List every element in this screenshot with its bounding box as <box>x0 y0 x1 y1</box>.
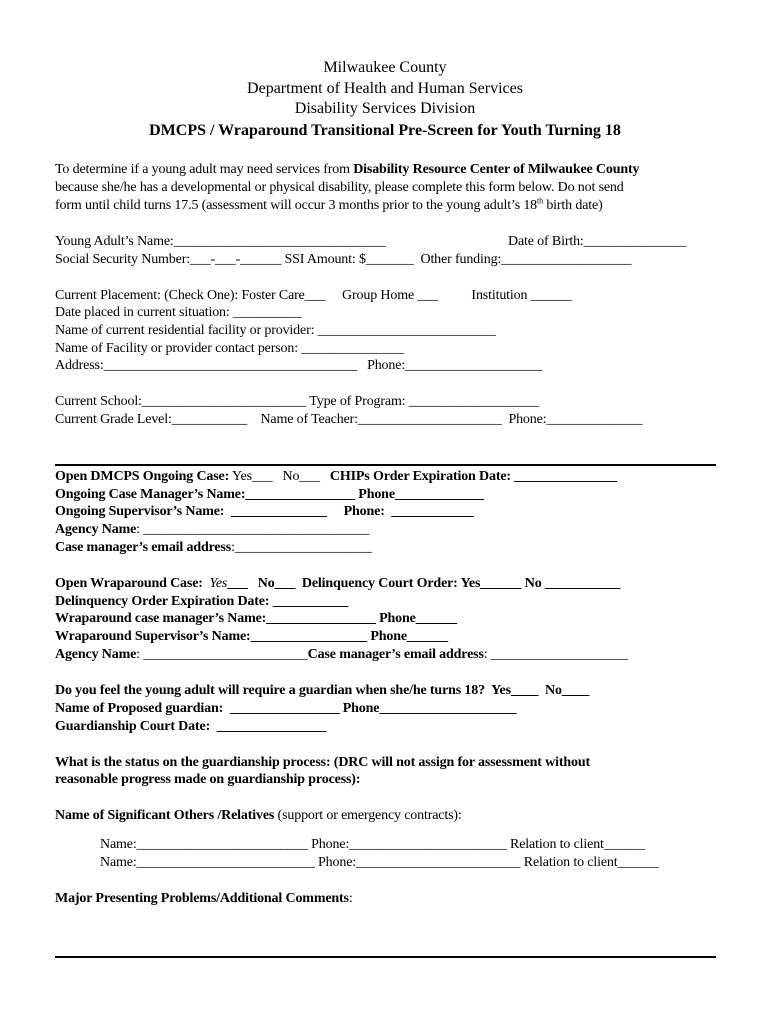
header-division: Disability Services Division <box>294 100 476 117</box>
section-divider <box>55 464 716 466</box>
young-adult-name-field[interactable]: Young Adult’s Name:_______________________________ <box>55 234 386 249</box>
ssn-ssi-funding-field[interactable]: Social Security Number:___-___-______ SSI Amount: $_______ Other funding:___________________ <box>55 252 632 267</box>
current-placement-field[interactable]: Current Placement: (Check One): Foster Care___ Group Home ___ Institution ______ <box>55 288 572 303</box>
wrap-agency-email-field[interactable] <box>55 646 628 664</box>
date-placed-field[interactable]: Date placed in current situation: __________ <box>55 305 302 320</box>
dmcps-label: Open DMCPS Ongoing Case: <box>55 469 230 484</box>
agency-blank[interactable]: : ________________________ <box>136 647 308 662</box>
agency-blank[interactable]: : _________________________________ <box>136 522 370 537</box>
grade-teacher-field[interactable]: Current Grade Level:___________ Name of Teacher:_____________________ Phone:______________ <box>55 412 643 427</box>
guardianship-status-question: What is the status on the guardianship process: (DRC will not assign for assessment without <box>55 755 591 770</box>
wrap-no-delinquency[interactable]: ___ No___ Delinquency Court Order: Yes______ No ___________ <box>227 576 621 591</box>
form-title: DMCPS / Wraparound Transitional Pre-Screen for Youth Turning 18 <box>149 122 621 139</box>
dmcps-email-field[interactable] <box>55 539 372 557</box>
address-phone-field[interactable]: Address:_____________________________________ Phone:____________________ <box>55 358 543 373</box>
wraparound-open-case-field[interactable] <box>55 575 620 593</box>
relative-row-2[interactable]: Name:__________________________ Phone:________________________ Relation to client______ <box>100 855 659 870</box>
significant-others-label: Name of Significant Others /Relatives <box>55 808 275 823</box>
wrap-label: Open Wraparound Case: <box>55 576 210 591</box>
guardian-question-field[interactable]: Do you feel the young adult will require a guardian when she/he turns 18? Yes____ No____ <box>55 683 590 698</box>
agency-label: Agency Name <box>55 522 137 537</box>
guardianship-date-field[interactable]: Guardianship Court Date: ________________ <box>55 719 327 734</box>
email-label: Case manager’s email address <box>55 540 232 555</box>
intro-line-3 <box>55 197 603 215</box>
current-school-field[interactable]: Current School:________________________ Type of Program: ___________________ <box>55 394 539 409</box>
significant-others-note: (support or emergency contracts): <box>274 808 462 823</box>
chips-expiration-field[interactable]: CHIPs Order Expiration Date: _______________ <box>329 469 618 484</box>
intro-text: To determine if a young adult may need services from <box>55 162 354 177</box>
dmcps-open-case-field[interactable] <box>55 468 617 486</box>
dmcps-yes-no[interactable]: Yes___ No___ <box>229 469 330 484</box>
comments-colon: : <box>348 891 353 906</box>
intro-line-2: because she/he has a developmental or physical disability, please complete this form below. Do not send <box>55 180 624 195</box>
intro-text: form until child turns 17.5 (assessment will occur 3 months prior to the young adult’s 18 <box>55 198 538 213</box>
wrap-yes[interactable]: Yes <box>209 576 228 591</box>
comments-label <box>55 890 353 908</box>
email-label: Case manager’s email address <box>307 647 484 662</box>
header-county: Milwaukee County <box>323 59 447 76</box>
significant-others-heading <box>55 807 462 825</box>
comments-line[interactable] <box>55 956 716 958</box>
proposed-guardian-field[interactable]: Name of Proposed guardian: ________________ Phone____________________ <box>55 701 517 716</box>
ongoing-supervisor-field[interactable]: Ongoing Supervisor’s Name: ______________ Phone: ____________ <box>55 504 474 519</box>
intro-line-1 <box>55 161 639 179</box>
dmcps-agency-field[interactable] <box>55 521 369 539</box>
date-of-birth-field[interactable]: Date of Birth:_______________ <box>508 234 687 249</box>
ongoing-case-manager-field[interactable]: Ongoing Case Manager’s Name:________________ Phone_____________ <box>55 487 484 502</box>
wrap-case-manager-field[interactable]: Wraparound case manager’s Name:________________ Phone______ <box>55 611 457 626</box>
agency-label: Agency Name <box>55 647 137 662</box>
guardianship-status-question-cont: reasonable progress made on guardianship process): <box>55 772 361 787</box>
intro-superscript: th <box>537 196 543 206</box>
wrap-supervisor-field[interactable]: Wraparound Supervisor’s Name:_________________ Phone______ <box>55 629 449 644</box>
email-blank[interactable]: :____________________ <box>231 540 372 555</box>
relative-row-1[interactable]: Name:_________________________ Phone:_______________________ Relation to client______ <box>100 837 645 852</box>
intro-drc-name: Disability Resource Center of Milwaukee County <box>353 162 640 177</box>
intro-text: birth date) <box>542 198 603 213</box>
header-department: Department of Health and Human Services <box>247 80 523 97</box>
facility-contact-field[interactable]: Name of Facility or provider contact person: _______________ <box>55 341 405 356</box>
email-blank[interactable]: : ____________________ <box>483 647 628 662</box>
delinquency-expiration-field[interactable]: Delinquency Order Expiration Date: ___________ <box>55 594 349 609</box>
comments-label-text: Major Presenting Problems/Additional Comments <box>55 891 349 906</box>
residential-facility-field[interactable]: Name of current residential facility or provider: __________________________ <box>55 323 496 338</box>
